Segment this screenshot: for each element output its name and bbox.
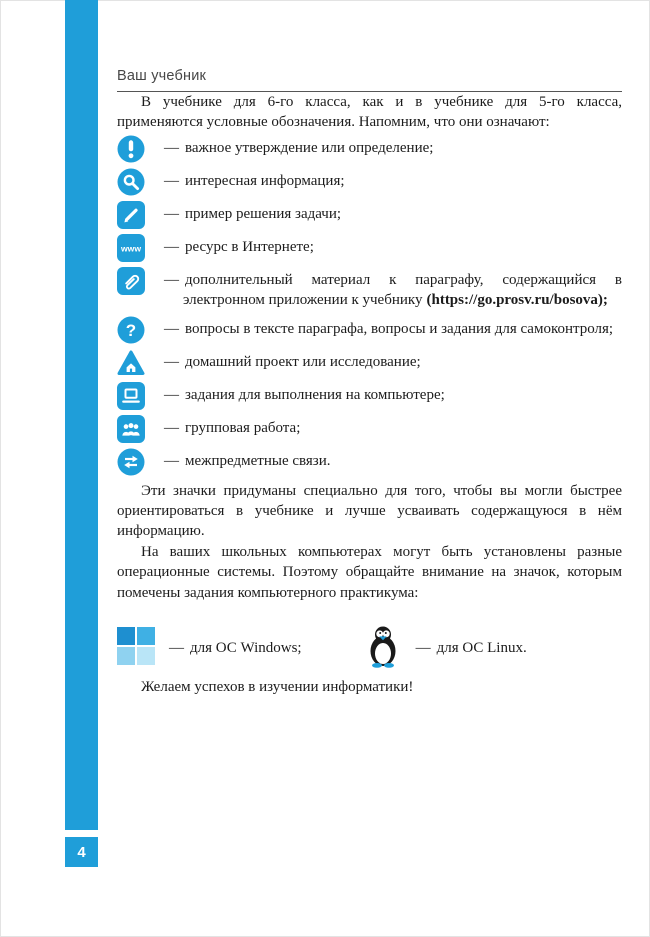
legend-item: [117, 382, 622, 410]
legend-item-text: [164, 168, 622, 191]
svg-text:www: www: [120, 243, 142, 254]
os-item-linux: [364, 625, 527, 673]
arrows-icon: [117, 448, 145, 476]
legend-item-label: интересная информация;: [185, 172, 345, 189]
page-number-badge: [65, 837, 98, 867]
www-icon: [117, 234, 145, 262]
paperclip-icon: [117, 267, 145, 295]
os-label-text: для ОС Windows;: [190, 640, 302, 657]
running-head: Ваш учебник: [117, 68, 622, 92]
legend-item: [117, 201, 622, 229]
dash: —: [164, 452, 179, 469]
legend-item: [117, 234, 622, 262]
closing-paragraph: Желаем успехов в изучении информатики!: [141, 678, 414, 695]
legend-item: [117, 415, 622, 443]
os-row: [117, 625, 622, 673]
legend-item-label: пример решения задачи;: [185, 205, 342, 222]
dash: —: [415, 640, 431, 657]
linux-penguin-icon: [364, 625, 402, 673]
legend-list: [117, 135, 622, 476]
computer-icon: [117, 382, 145, 410]
legend-item-label: ресурс в Интернете;: [185, 238, 314, 255]
textbook-url: (https://go.prosv.ru/bosova);: [426, 292, 608, 309]
legend-item-label: дополнительный материал к параграфу, содержащийся в электронном приложении к учебнику: [183, 271, 622, 309]
legend-item-text: [164, 349, 622, 372]
legend-item-text: [164, 267, 622, 311]
dash: —: [164, 386, 179, 403]
legend-item: [117, 135, 622, 163]
os-item-windows: [117, 627, 302, 670]
group-icon: [117, 415, 145, 443]
legend-item-label: задания для выполнения на компьютере;: [185, 386, 445, 403]
side-accent-stripe: [65, 0, 98, 830]
question-icon: [117, 316, 145, 344]
legend-item-text: [164, 135, 622, 158]
os-label: [416, 640, 527, 657]
dash: —: [164, 320, 179, 337]
legend-item-text: [164, 382, 622, 405]
dash: —: [164, 353, 179, 370]
page-number: 4: [77, 843, 86, 861]
exclamation-icon: [117, 135, 145, 163]
legend-item-label: домашний проект или исследование;: [185, 353, 421, 370]
os-intro-paragraph: На ваших школьных компьютерах могут быть установлены разные операционные системы. Поэтому обращайте внимание на значок, которым помечены задания компьютерного практикума:: [117, 543, 622, 601]
dash: —: [164, 271, 179, 288]
dash: —: [164, 238, 179, 255]
legend-item-label: групповая работа;: [185, 419, 301, 436]
dash: —: [164, 139, 179, 156]
legend-item-text: [164, 448, 622, 471]
legend-item-text: [164, 316, 622, 339]
svg-text:?: ?: [125, 320, 137, 340]
legend-item-text: [164, 415, 622, 438]
pencil-icon: [117, 201, 145, 229]
after-legend-paragraph: Эти значки придуманы специально для того, чтобы вы могли быстрее ориентироваться в учебнике и лучше усваивать содержащуюся в нём информацию.: [117, 482, 622, 540]
os-label-text: для ОС Linux.: [436, 640, 527, 657]
legend-item: [117, 316, 622, 344]
os-label: [169, 640, 302, 657]
legend-item-label: вопросы в тексте параграфа, вопросы и задания для самоконтроля;: [185, 320, 614, 337]
dash: —: [169, 640, 184, 657]
page-content: [117, 68, 622, 697]
legend-item-label: межпредметные связи.: [185, 452, 331, 469]
home-icon: [117, 349, 145, 377]
legend-item: [117, 349, 622, 377]
legend-item: [117, 448, 622, 476]
dash: —: [164, 172, 179, 189]
legend-item-text: [164, 234, 622, 257]
intro-paragraph: В учебнике для 6-го класса, как и в учебнике для 5-го класса, применяются условные обозначения. Напомним, что они означают:: [117, 94, 622, 131]
legend-item: [117, 168, 622, 196]
magnifier-icon: [117, 168, 145, 196]
dash: —: [164, 419, 179, 436]
legend-item-label: важное утверждение или определение;: [185, 139, 434, 156]
dash: —: [164, 205, 179, 222]
legend-item: [117, 267, 622, 311]
windows-logo-icon: [117, 627, 155, 670]
legend-item-text: [164, 201, 622, 224]
